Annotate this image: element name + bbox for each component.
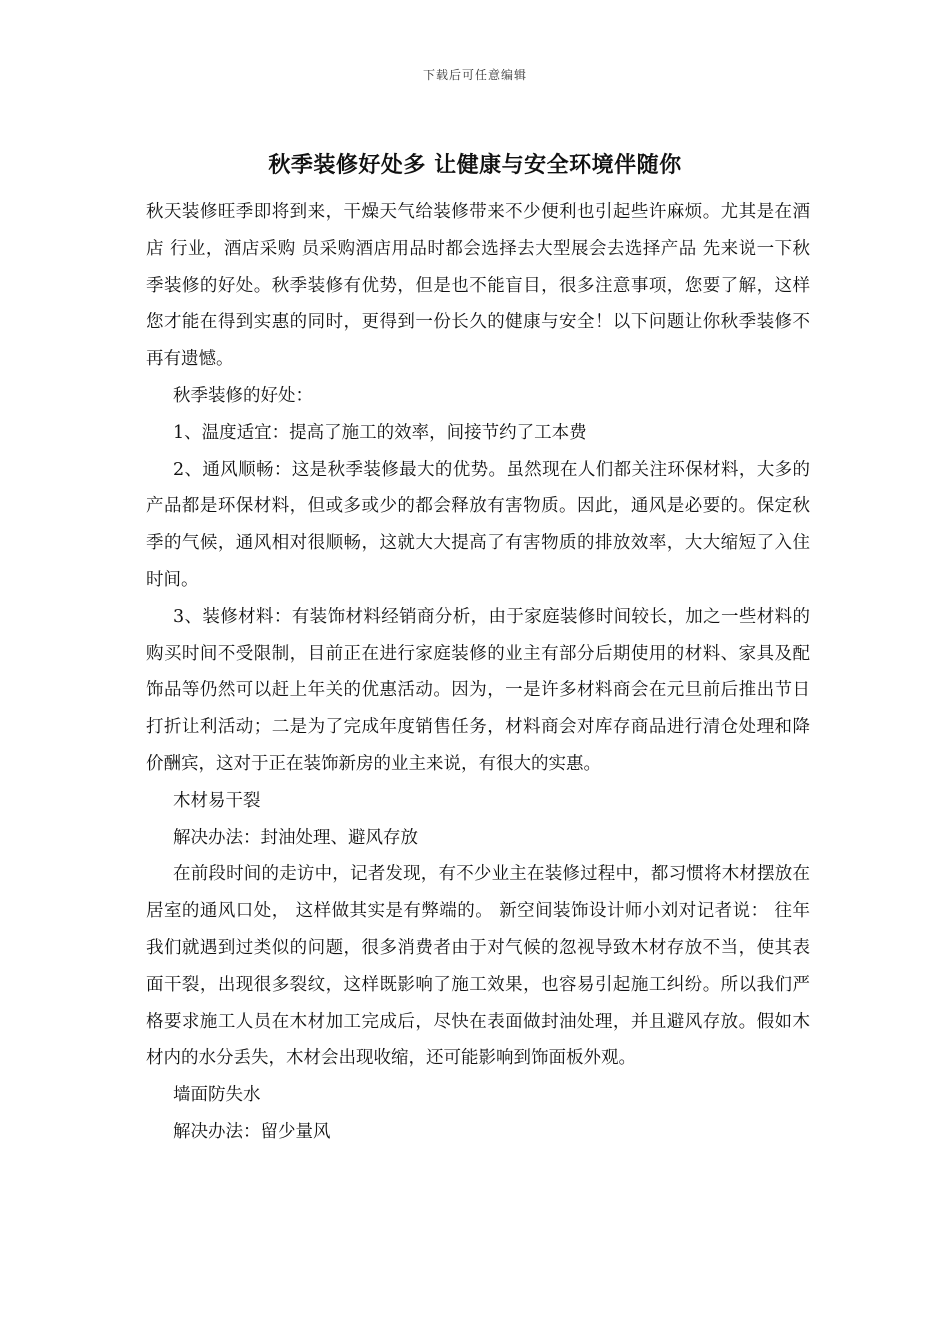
header-note: 下载后可任意编辑 (422, 68, 527, 82)
paragraph-benefit-temperature: 1、温度适宜：提高了施工的效率，间接节约了工本费 (173, 422, 587, 443)
article-body (146, 194, 810, 1151)
section-heading-wall-moisture: 墙面防失水 (173, 1085, 261, 1106)
paragraph-wall-solution: 解决办法：留少量风 (173, 1121, 331, 1142)
paragraph-benefit-materials: 3、装修材料：有装饰材料经销商分析，由于家庭装修时间较长，加之一些材料的购买时间不受限制，目前正在进行家庭装修的业主有部分后期使用的材料、家具及配饰品等仍然可以赶上年关的优惠活动。因为，一是许多材料商会在元旦前后推出节日打折让利活动；二是为了完成年度销售任务，材料商会对库存商品进行清仓处理和降价酬宾，这对于正在装饰新房的业主来说，有很大的实惠。 (146, 606, 810, 774)
paragraph-benefits-heading: 秋季装修的好处： (173, 385, 313, 406)
paragraph-wood-solution: 解决办法：封油处理、避风存放 (173, 827, 418, 848)
paragraph-benefit-ventilation: 2、通风顺畅：这是秋季装修最大的优势。虽然现在人们都关注环保材料，大多的产品都是环保材料，但或多或少的都会释放有害物质。因此，通风是必要的。保定秋季的气候，通风相对很顺畅，这就大大提高了有害物质的排放效率，大大缩短了入住时间。 (146, 459, 810, 590)
paragraph-wood-details: 在前段时间的走访中，记者发现，有不少业主在装修过程中，都习惯将木材摆放在居室的通风口处， 这样做其实是有弊端的。 新空间装饰设计师小刘对记者说： 往年我们就遇到过类似的问题，很多消费者由于对气候的忽视导致木材存放不当，使其表面干裂，出现很多裂纹，这样既影响了施工效果，也容易引起施工纠纷。所以我们严格要求施工人员在木材加工完成后，尽快在表面做封油处理，并且避风存放。假如木材内的水分丢失，木材会出现收缩，还可能影响到饰面板外观。 (146, 864, 810, 1069)
paragraph-intro: 秋天装修旺季即将到来，干燥天气给装修带来不少便利也引起些许麻烦。尤其是在酒店 行业，酒店采购 员采购酒店用品时都会选择去大型展会去选择产品 先来说一下秋季装修的好处。秋季装修有优势，但是也不能盲目，很多注意事项，您要了解，这样您才能在得到实惠的同时，更得到一份长久的健康与安全！以下问题让你秋季装修不再有遗憾。 (146, 202, 810, 370)
section-heading-wood-cracking: 木材易干裂 (173, 790, 261, 811)
page-title: 秋季装修好处多 让健康与安全环境伴随你 (268, 152, 682, 178)
